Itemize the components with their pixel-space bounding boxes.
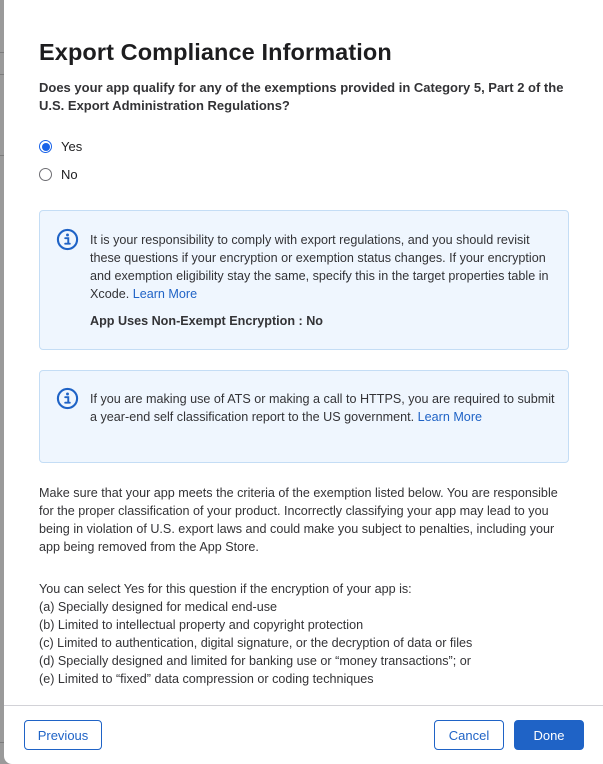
export-compliance-dialog: [4, 0, 603, 764]
criteria-item: (b) Limited to intellectual property and copyright protection: [39, 618, 364, 632]
done-button[interactable]: Done: [514, 720, 584, 750]
info-text: It is your responsibility to comply with export regulations, and you should revisit these questions if your encryption or exemption status changes. If your encryption and exemption eligibility stay the same, specify this in the target properties table in Xcode.: [90, 233, 549, 301]
radio-option-no[interactable]: [39, 167, 78, 182]
cancel-button[interactable]: Cancel: [434, 720, 504, 750]
radio-checked-icon[interactable]: [39, 140, 52, 153]
dialog-title: Export Compliance Information: [39, 39, 392, 65]
radio-label-no: No: [61, 167, 78, 182]
info-circle-icon: [56, 228, 79, 251]
info-text-responsibility: [90, 231, 550, 303]
criteria-intro: You can select Yes for this question if the encryption of your app is:: [39, 582, 412, 596]
info-text-ats: [90, 390, 560, 426]
info-circle-icon: [56, 387, 79, 410]
exemption-question: Does your app qualify for any of the exemptions provided in Category 5, Part 2 of the U.S. Export Administration Regulations?: [39, 80, 564, 113]
footer-divider: [4, 705, 603, 706]
radio-unchecked-icon[interactable]: [39, 168, 52, 181]
encryption-status: App Uses Non-Exempt Encryption : No: [90, 314, 324, 328]
criteria-list: [39, 580, 569, 688]
previous-button[interactable]: Previous: [24, 720, 102, 750]
criteria-item: (e) Limited to “fixed” data compression or coding techniques: [39, 672, 374, 686]
criteria-item: (a) Specially designed for medical end-use: [39, 600, 278, 614]
radio-label-yes: Yes: [61, 139, 83, 154]
info-text: If you are making use of ATS or making a call to HTTPS, you are required to submit a year-end self classification report to the US government.: [90, 392, 555, 424]
criteria-item: (d) Specially designed and limited for banking use or “money transactions”; or: [39, 654, 471, 668]
criteria-item: (c) Limited to authentication, digital signature, or the decryption of data or files: [39, 636, 473, 650]
learn-more-link[interactable]: Learn More: [417, 410, 483, 424]
info-box-responsibility: [39, 210, 569, 350]
learn-more-link[interactable]: Learn More: [132, 287, 198, 301]
radio-option-yes[interactable]: [39, 139, 82, 154]
criteria-warning-paragraph: Make sure that your app meets the criteria of the exemption listed below. You are responsible for the proper classification of your product. Incorrectly classifying your app may lead to you being in violation of U.S. export laws and could make you subject to penalties, including your app being removed from the App Store.: [39, 486, 558, 554]
info-box-ats: [39, 370, 569, 463]
